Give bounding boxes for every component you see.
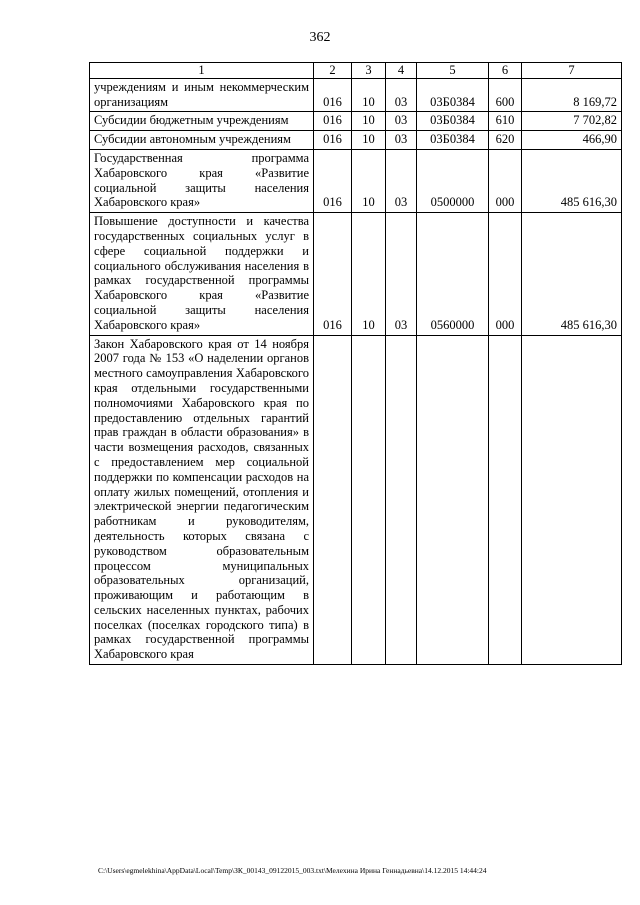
cell-section: 10 [352, 78, 386, 112]
cell-subsection: 03 [386, 112, 417, 131]
cell-section: 10 [352, 131, 386, 150]
document-footer-path: C:\Users\egmelekhina\AppData\Local\Temp\ЗК_00143_09122015_003.txt\Мелехина Ирина Геннадьевна\14.12.2015 14:44:24 [98, 866, 487, 875]
cell-expense-type: 000 [489, 213, 522, 335]
cell-expense-type: 610 [489, 112, 522, 131]
header-cell: 2 [314, 63, 352, 79]
cell-amount: 466,90 [522, 131, 622, 150]
cell-amount: 485 616,30 [522, 213, 622, 335]
header-cell: 5 [417, 63, 489, 79]
row-description: Субсидии бюджетным учреждениям [90, 112, 314, 131]
page-number: 362 [309, 30, 331, 45]
row-description: Государственная программа Хабаровского края «Развитие социальной защиты населения Хабаровского края» [90, 149, 314, 212]
cell-ministry-code [314, 335, 352, 665]
cell-section: 10 [352, 213, 386, 335]
row-description: Субсидии автономным учреждениям [90, 131, 314, 150]
cell-target-article: 03Б0384 [417, 131, 489, 150]
header-cell: 7 [522, 63, 622, 79]
header-cell: 1 [90, 63, 314, 79]
table-row [90, 213, 622, 335]
header-cell: 3 [352, 63, 386, 79]
cell-target-article [417, 335, 489, 665]
header-cell: 6 [489, 63, 522, 79]
table-row [90, 112, 622, 131]
cell-expense-type: 600 [489, 78, 522, 112]
cell-expense-type [489, 335, 522, 665]
cell-amount: 485 616,30 [522, 149, 622, 212]
cell-amount: 8 169,72 [522, 78, 622, 112]
table-row [90, 149, 622, 212]
table-header-row [90, 63, 622, 79]
cell-subsection: 03 [386, 213, 417, 335]
cell-section [352, 335, 386, 665]
table-row [90, 335, 622, 665]
row-description: Повышение доступности и качества государственных социальных услуг в сфере социальной поддержки и социального обслуживания населения в рамках государственной программы Хабаровского края «Развитие социальной защиты населения Хабаровского края» [90, 213, 314, 335]
header-cell: 4 [386, 63, 417, 79]
cell-expense-type: 620 [489, 131, 522, 150]
cell-ministry-code: 016 [314, 131, 352, 150]
cell-expense-type: 000 [489, 149, 522, 212]
cell-amount [522, 335, 622, 665]
cell-subsection [386, 335, 417, 665]
cell-ministry-code: 016 [314, 149, 352, 212]
cell-subsection: 03 [386, 149, 417, 212]
cell-target-article: 03Б0384 [417, 78, 489, 112]
table-row [90, 78, 622, 112]
cell-subsection: 03 [386, 131, 417, 150]
row-description: учреждениям и иным некоммерческим организациям [90, 78, 314, 112]
table-row [90, 131, 622, 150]
cell-ministry-code: 016 [314, 112, 352, 131]
cell-subsection: 03 [386, 78, 417, 112]
budget-table [89, 62, 622, 665]
cell-target-article: 03Б0384 [417, 112, 489, 131]
cell-target-article: 0500000 [417, 149, 489, 212]
cell-section: 10 [352, 112, 386, 131]
cell-target-article: 0560000 [417, 213, 489, 335]
cell-amount: 7 702,82 [522, 112, 622, 131]
cell-ministry-code: 016 [314, 78, 352, 112]
cell-section: 10 [352, 149, 386, 212]
cell-ministry-code: 016 [314, 213, 352, 335]
row-description: Закон Хабаровского края от 14 ноября 2007 года № 153 «О наделении органов местного самоуправления Хабаровского края отдельными государственными полномочиями Хабаровского края по предоставлению отдельных гарантий прав граждан в области образования» в части возмещения расходов, связанных с предоставлением мер социальной поддержки по компенсации расходов на оплату жилых помещений, отопления и электрической энергии педагогическим работникам и руководителям, деятельность которых связана с руководством образовательным процессом муниципальных образовательных организаций, проживающим и работающим в сельских населенных пунктах, рабочих поселках (поселках городского типа) в рамках государственной программы Хабаровского края [90, 335, 314, 665]
